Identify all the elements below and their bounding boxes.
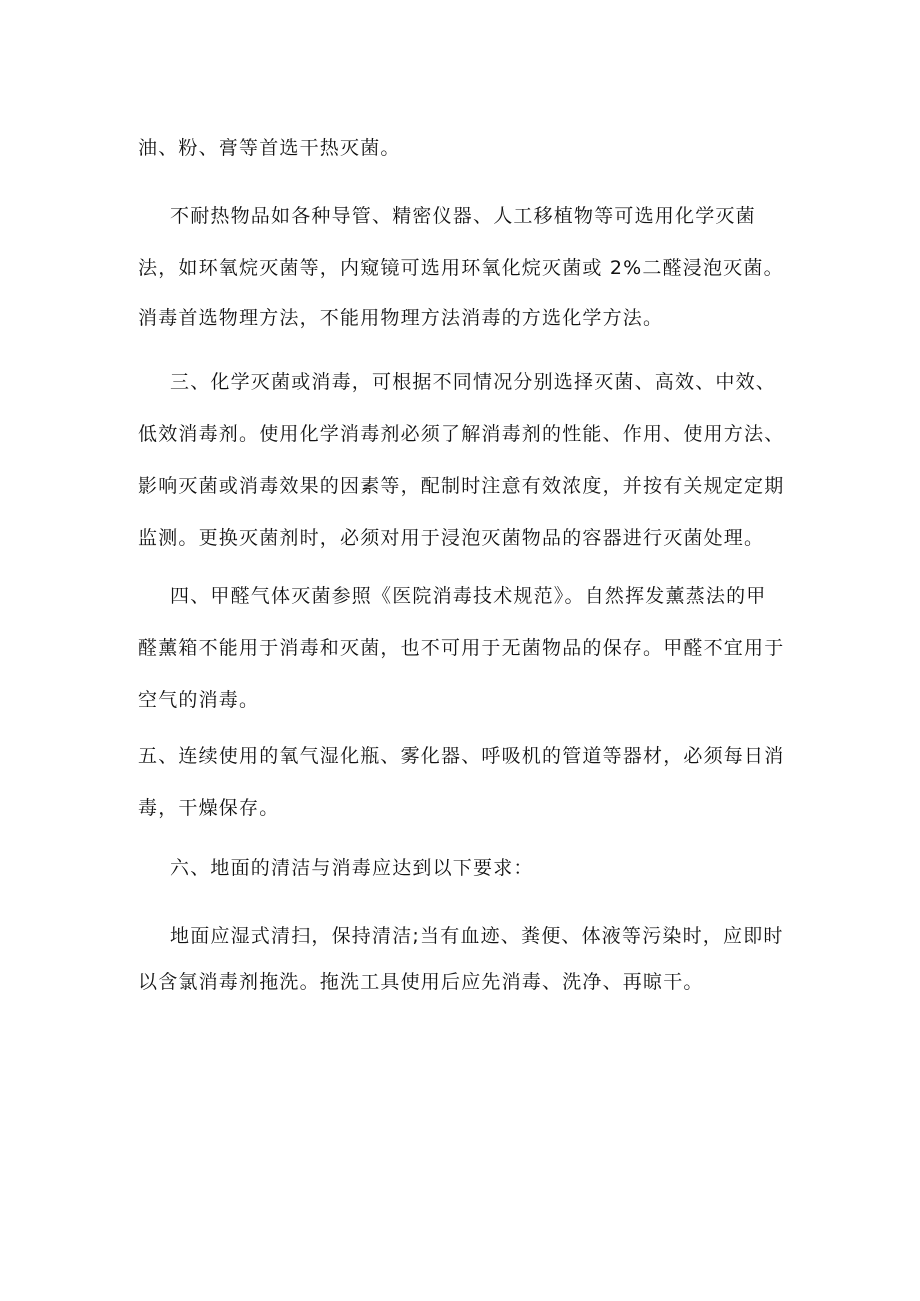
text-line: 油、粉、膏等首选干热灭菌。 bbox=[138, 137, 401, 159]
text-line: 六、地面的清洁与消毒应达到以下要求： bbox=[170, 857, 534, 879]
text-line: 不耐热物品如各种导管、精密仪器、人工移植物等可选用化学灭菌 bbox=[170, 205, 756, 227]
text-line: 四、甲醛气体灭菌参照《医院消毒技术规范》。自然挥发薰蒸法的甲 bbox=[170, 585, 767, 607]
text-line: 毒，干燥保存。 bbox=[138, 797, 280, 819]
text-line: 地面应湿式清扫，保持清洁;当有血迹、粪便、体液等污染时，应即时 bbox=[170, 925, 784, 947]
text-line: 醛薰箱不能用于消毒和灭菌，也不可用于无菌物品的保存。甲醛不宜用于 bbox=[138, 637, 785, 659]
text-line: 低效消毒剂。使用化学消毒剂必须了解消毒剂的性能、作用、使用方法、 bbox=[138, 423, 785, 445]
text-line: 以含氯消毒剂拖洗。拖洗工具使用后应先消毒、洗净、再晾干。 bbox=[138, 971, 704, 993]
text-line: 监测。更换灭菌剂时，必须对用于浸泡灭菌物品的容器进行灭菌处理。 bbox=[138, 527, 765, 549]
text-line: 影响灭菌或消毒效果的因素等，配制时注意有效浓度，并按有关规定定期 bbox=[138, 475, 785, 497]
text-line: 法，如环氧烷灭菌等，内窥镜可选用环氧化烷灭菌或 2%二醛浸泡灭菌。 bbox=[138, 257, 784, 279]
text-line: 三、化学灭菌或消毒，可根据不同情况分别选择灭菌、高效、中效、 bbox=[170, 371, 777, 393]
text-line: 五、连续使用的氧气湿化瓶、雾化器、呼吸机的管道等器材，必须每日消 bbox=[138, 745, 785, 767]
text-line: 消毒首选物理方法，不能用物理方法消毒的方选化学方法。 bbox=[138, 307, 664, 329]
text-line: 空气的消毒。 bbox=[138, 689, 260, 711]
